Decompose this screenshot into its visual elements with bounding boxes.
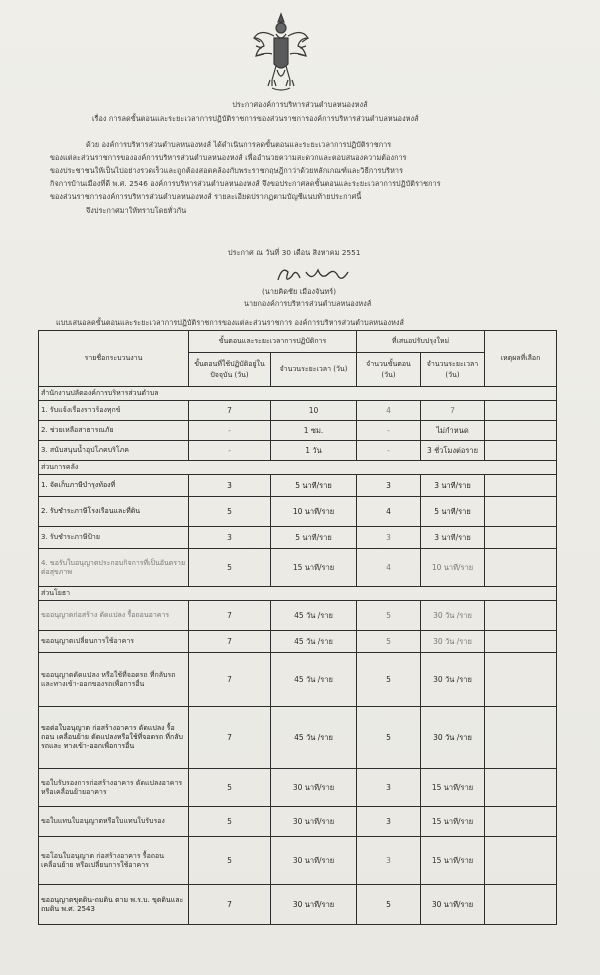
header-proposed-steps: จำนวนขั้นตอน (วัน) [357, 353, 421, 387]
section-heading: สำนักงานปลัดองค์การบริหารส่วนตำบล [39, 387, 557, 401]
process-table-wrapper [38, 330, 556, 925]
table-row [39, 421, 557, 441]
row-new-steps: - [357, 421, 421, 441]
row-name: 3. สนับสนุนน้ำอุปโภคบริโภค [39, 441, 189, 461]
handwritten-signature [272, 262, 352, 288]
announcement-date: ประกาศ ณ วันที่ 30 เดือน สิงหาคม 2551 [228, 248, 361, 257]
row-remark [485, 527, 557, 549]
row-current-time: 45 วัน /ราย [271, 707, 357, 769]
row-current-time: 15 นาที/ราย [271, 549, 357, 587]
row-current-steps: 7 [189, 601, 271, 631]
row-current-steps: - [189, 421, 271, 441]
row-current-time: 5 นาที/ราย [271, 475, 357, 497]
row-remark [485, 837, 557, 885]
row-new-time: 3 ชั่วโมงต่อราย [421, 441, 485, 461]
row-new-steps: 5 [357, 885, 421, 925]
row-new-time: 15 นาที/ราย [421, 807, 485, 837]
row-current-steps: 5 [189, 497, 271, 527]
signer-position: นายกองค์การบริหารส่วนตำบลหนองหงส์ [244, 299, 372, 308]
row-current-steps: 3 [189, 475, 271, 497]
row-new-steps: 5 [357, 707, 421, 769]
row-current-time: 1 ซม. [271, 421, 357, 441]
table-row [39, 769, 557, 807]
row-current-steps: 7 [189, 707, 271, 769]
row-new-time: 30 วัน /ราย [421, 601, 485, 631]
row-name: ขออนุญาตก่อสร้าง ดัดแปลง รื้อถอนอาคาร [39, 601, 189, 631]
row-new-steps: 3 [357, 475, 421, 497]
row-new-steps: 4 [357, 497, 421, 527]
row-name: 4. ขอรับใบอนุญาตประกอบกิจการที่เป็นอันตรายต่อสุขภาพ [39, 549, 189, 587]
row-name: ขอโอนใบอนุญาต ก่อสร้างอาคาร รื้อถอน เคลื่อนย้าย หรือเปลี่ยนการใช้อาคาร [39, 837, 189, 885]
row-new-time: ไม่กำหนด [421, 421, 485, 441]
form-title: แบบเสนอลดขั้นตอนและระยะเวลาการปฏิบัติราชการของแต่ละส่วนราชการ องค์การบริหารส่วนตำบลหนองหงส์ [56, 318, 405, 327]
row-new-time: 7 [421, 401, 485, 421]
header-proposed-time: จำนวนระยะเวลา (วัน) [421, 353, 485, 387]
row-current-steps: 7 [189, 631, 271, 653]
row-name: ขอใบแทนใบอนุญาตหรือใบแทนใบรับรอง [39, 807, 189, 837]
section-heading: ส่วนโยธา [39, 587, 557, 601]
row-name: ขอใบรับรองการก่อสร้างอาคาร ดัดแปลงอาคาร หรือเคลื่อนย้ายอาคาร [39, 769, 189, 807]
process-table [38, 330, 557, 925]
row-remark [485, 549, 557, 587]
signer-name: (นายคิดชัย เมืองจันทร์) [262, 287, 337, 296]
table-row [39, 707, 557, 769]
table-row [39, 631, 557, 653]
row-current-time: 30 นาที/ราย [271, 807, 357, 837]
row-name: 3. รับชำระภาษีป้าย [39, 527, 189, 549]
header-current-steps: ขั้นตอนที่ใช้ปฏิบัติอยู่ในปัจจุบัน (วัน) [189, 353, 271, 387]
row-new-time: 15 นาที/ราย [421, 769, 485, 807]
row-remark [485, 497, 557, 527]
header-current-group: ขั้นตอนและระยะเวลาการปฏิบัติการ [189, 331, 357, 353]
row-new-time: 30 นาที/ราย [421, 885, 485, 925]
row-new-steps: 4 [357, 401, 421, 421]
row-new-time: 30 วัน /ราย [421, 707, 485, 769]
row-current-time: 5 นาที/ราย [271, 527, 357, 549]
row-new-time: 15 นาที/ราย [421, 837, 485, 885]
row-name: ขออนุญาตขุดดิน-ถมดิน ตาม พ.ร.บ. ขุดดินและถมดิน พ.ศ. 2543 [39, 885, 189, 925]
table-row [39, 549, 557, 587]
announcement-body-line: จึงประกาศมาให้ทราบโดยทั่วกัน [86, 206, 187, 215]
row-new-time: 3 นาที/ราย [421, 475, 485, 497]
table-row [39, 527, 557, 549]
row-remark [485, 421, 557, 441]
header-item: รายชื่อกระบวนงาน [39, 331, 189, 387]
garuda-emblem-icon [250, 8, 312, 94]
table-row [39, 885, 557, 925]
row-remark [485, 601, 557, 631]
announcement-body-line: ของส่วนราชการองค์การบริหารส่วนตำบลหนองหงส์ รายละเอียดปรากฏตามบัญชีแนบท้ายประกาศนี้ [50, 192, 362, 201]
row-current-time: 45 วัน /ราย [271, 601, 357, 631]
row-new-time: 5 นาที/ราย [421, 497, 485, 527]
row-remark [485, 769, 557, 807]
table-row [39, 653, 557, 707]
row-current-time: 30 นาที/ราย [271, 885, 357, 925]
row-current-time: 10 นาที/ราย [271, 497, 357, 527]
row-current-steps: 5 [189, 549, 271, 587]
row-current-steps: 7 [189, 885, 271, 925]
row-remark [485, 401, 557, 421]
table-row [39, 837, 557, 885]
row-current-steps: 5 [189, 769, 271, 807]
row-current-time: 30 นาที/ราย [271, 769, 357, 807]
row-remark [485, 653, 557, 707]
row-new-time: 3 นาที/ราย [421, 527, 485, 549]
row-remark [485, 441, 557, 461]
row-current-steps: 5 [189, 807, 271, 837]
row-remark [485, 631, 557, 653]
row-new-time: 10 นาที/ราย [421, 549, 485, 587]
row-new-steps: 3 [357, 807, 421, 837]
announcement-body-line: กิจการบ้านเมืองที่ดี พ.ศ. 2546 องค์การบริหารส่วนตำบลหนองหงส์ จึงขอประกาศลดขั้นตอนและระยะเวลาการปฏิบัติราชการ [50, 179, 441, 188]
row-remark [485, 475, 557, 497]
row-remark [485, 707, 557, 769]
row-new-steps: 4 [357, 549, 421, 587]
announcement-body-line: ของแต่ละส่วนราชการขององค์การบริหารส่วนตำบลหนองหงส์ เพื่ออำนวยความสะดวกและตอบสนองความต้องการ [50, 153, 407, 162]
row-name: ขออนุญาตดัดแปลง หรือใช้ที่จอดรถ ที่กลับรถ และทางเข้า-ออกของรถเพื่อการอื่น [39, 653, 189, 707]
row-current-steps: 7 [189, 653, 271, 707]
header-current-time: จำนวนระยะเวลา (วัน) [271, 353, 357, 387]
row-new-steps: 3 [357, 769, 421, 807]
table-row [39, 475, 557, 497]
row-current-time: 1 วัน [271, 441, 357, 461]
row-name: 2. ช่วยเหลือสาธารณภัย [39, 421, 189, 441]
announcement-subject: เรื่อง การลดขั้นตอนและระยะเวลาการปฏิบัติราชการของส่วนราชการองค์การบริหารส่วนตำบลหนองหงส์ [92, 114, 419, 123]
row-current-steps: - [189, 441, 271, 461]
announcement-title: ประกาศองค์การบริหารส่วนตำบลหนองหงส์ [232, 100, 368, 109]
header-proposed-group: ที่เสนอปรับปรุงใหม่ [357, 331, 485, 353]
row-name: 1. รับแจ้งเรื่องราวร้องทุกข์ [39, 401, 189, 421]
row-new-time: 30 วัน /ราย [421, 653, 485, 707]
row-new-steps: 5 [357, 631, 421, 653]
row-current-steps: 5 [189, 837, 271, 885]
row-remark [485, 807, 557, 837]
row-current-time: 45 วัน /ราย [271, 653, 357, 707]
row-name: ขอต่อใบอนุญาต ก่อสร้างอาคาร ดัดแปลง รื้อถอน เคลื่อนย้าย ดัดแปลงหรือใช้ที่จอดรถ ที่กลับรถและ ทางเข้า-ออกเพื่อการอื่น [39, 707, 189, 769]
header-remark: เหตุผลที่เลือก [485, 331, 557, 387]
row-name: 2. รับชำระภาษีโรงเรือนและที่ดิน [39, 497, 189, 527]
row-name: 1. จัดเก็บภาษีบำรุงท้องที่ [39, 475, 189, 497]
announcement-body-line: ด้วย องค์การบริหารส่วนตำบลหนองหงส์ ได้ดำเนินการลดขั้นตอนและระยะเวลาการปฏิบัติราชการ [86, 140, 392, 149]
row-new-steps: - [357, 441, 421, 461]
row-current-steps: 7 [189, 401, 271, 421]
row-new-time: 30 วัน /ราย [421, 631, 485, 653]
row-new-steps: 5 [357, 653, 421, 707]
row-current-steps: 3 [189, 527, 271, 549]
row-current-time: 30 นาที/ราย [271, 837, 357, 885]
row-name: ขออนุญาตเปลี่ยนการใช้อาคาร [39, 631, 189, 653]
table-row [39, 807, 557, 837]
row-current-time: 10 [271, 401, 357, 421]
table-row [39, 601, 557, 631]
row-new-steps: 5 [357, 601, 421, 631]
table-row [39, 441, 557, 461]
table-row [39, 401, 557, 421]
announcement-body-line: ของประชาชนให้เป็นไปอย่างรวดเร็วและถูกต้องสอดคล้องกับพระราชกฤษฎีกาว่าด้วยหลักเกณฑ์และวิธีการบริหาร [50, 166, 404, 175]
row-new-steps: 3 [357, 837, 421, 885]
row-remark [485, 885, 557, 925]
section-heading: ส่วนการคลัง [39, 461, 557, 475]
row-current-time: 45 วัน /ราย [271, 631, 357, 653]
table-row [39, 497, 557, 527]
row-new-steps: 3 [357, 527, 421, 549]
